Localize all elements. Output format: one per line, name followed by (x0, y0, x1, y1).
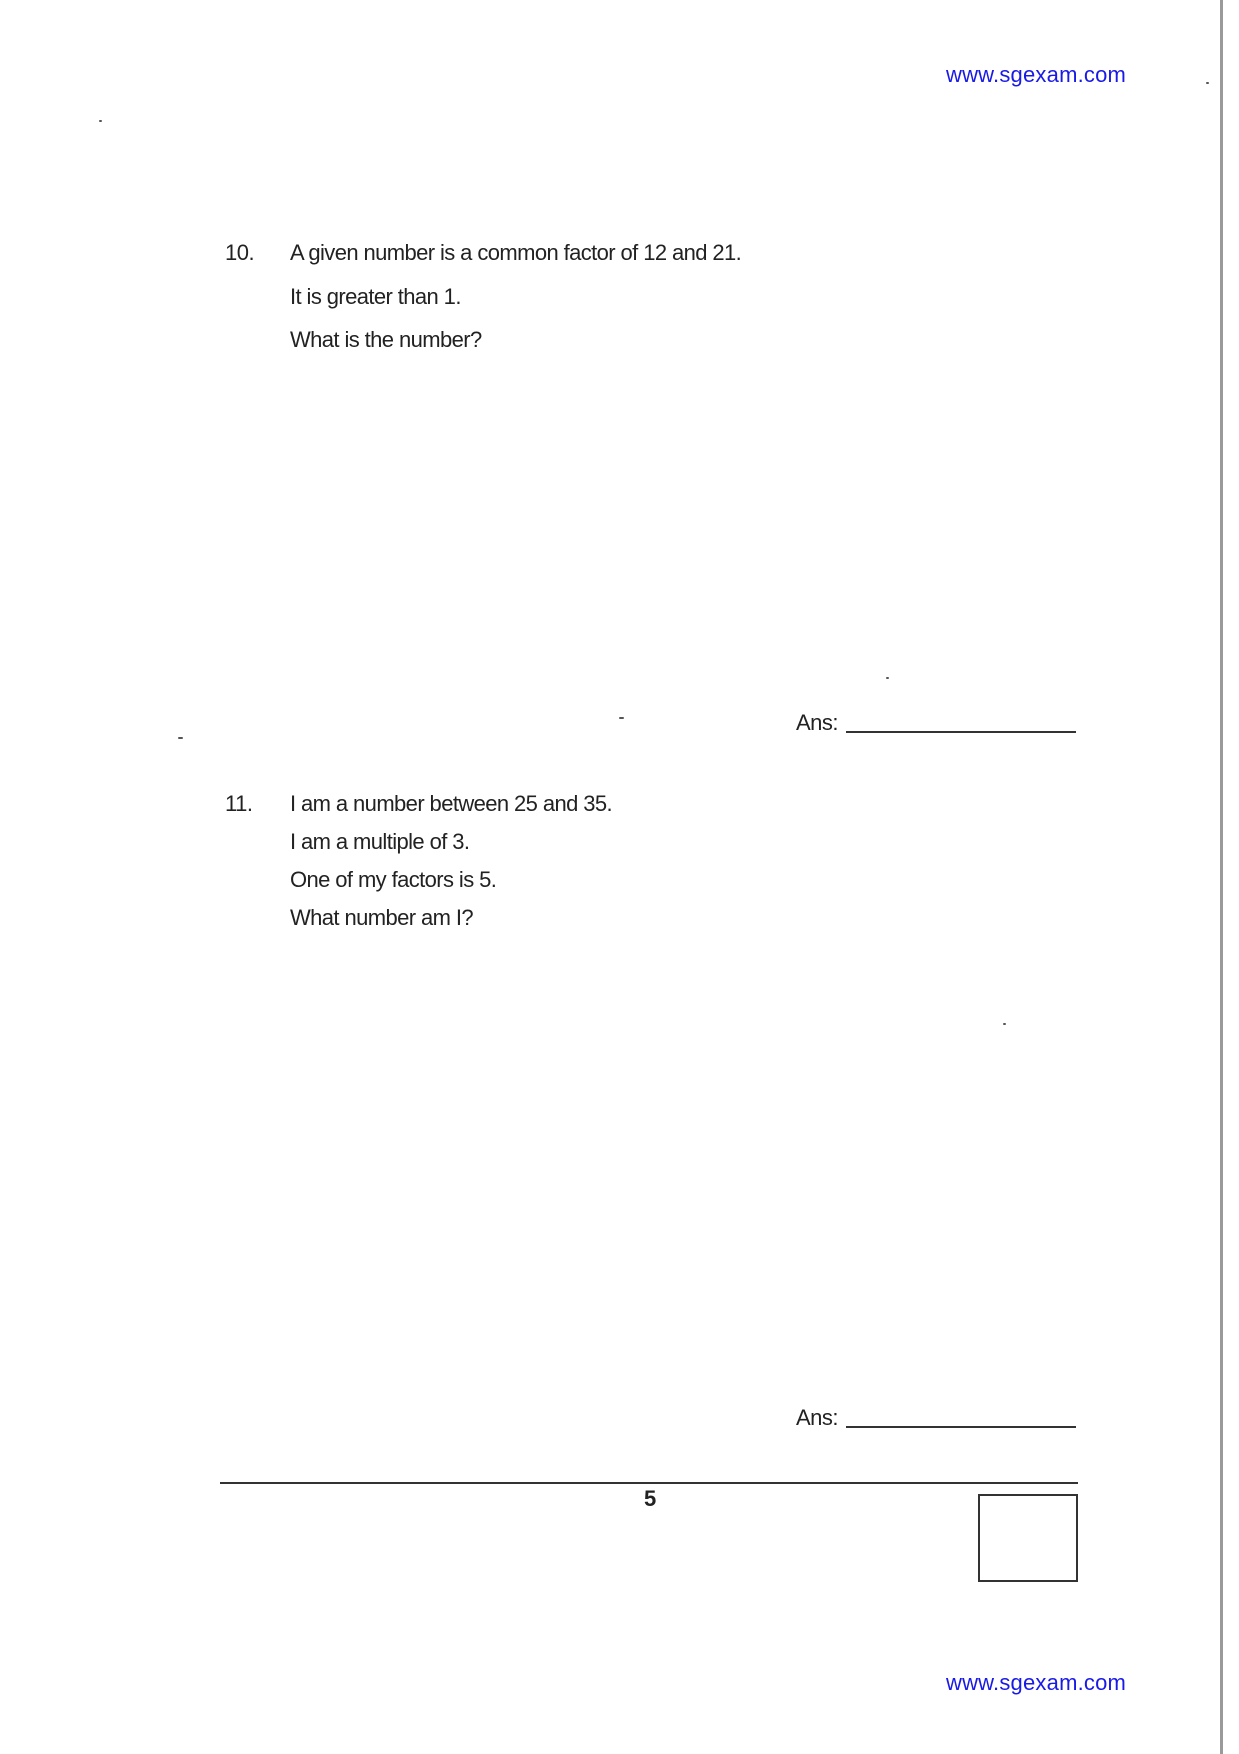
question-number: 10. (225, 240, 255, 265)
question-text-line: One of my factors is 5. (290, 867, 497, 892)
header-site-link[interactable]: www.sgexam.com (946, 62, 1127, 87)
question-number: 11. (225, 791, 253, 816)
question-text-line: It is greater than 1. (290, 284, 461, 309)
page-number: 5 (644, 1486, 657, 1511)
answer-label: Ans: (796, 710, 839, 735)
answer-row (796, 710, 1076, 736)
question-text-line: What number am I? (290, 905, 473, 930)
scan-speck (1003, 1023, 1006, 1025)
question-text-line: I am a multiple of 3. (290, 829, 470, 854)
answer-row (796, 1405, 1076, 1431)
scan-speck (886, 677, 889, 679)
scan-speck (1206, 82, 1209, 84)
scan-speck (178, 737, 183, 739)
answer-blank[interactable] (846, 1426, 1076, 1428)
scan-speck (99, 120, 102, 122)
footer-divider (220, 1482, 1078, 1484)
footer-site-link[interactable]: www.sgexam.com (946, 1670, 1127, 1695)
page-edge (1220, 0, 1223, 1754)
answer-label: Ans: (796, 1405, 839, 1430)
scan-speck (619, 717, 624, 719)
question-text-line: What is the number? (290, 327, 482, 352)
answer-blank[interactable] (846, 731, 1076, 733)
question-text-line: A given number is a common factor of 12 and 21. (290, 240, 742, 265)
score-box (978, 1494, 1078, 1582)
question-text-line: I am a number between 25 and 35. (290, 791, 613, 816)
